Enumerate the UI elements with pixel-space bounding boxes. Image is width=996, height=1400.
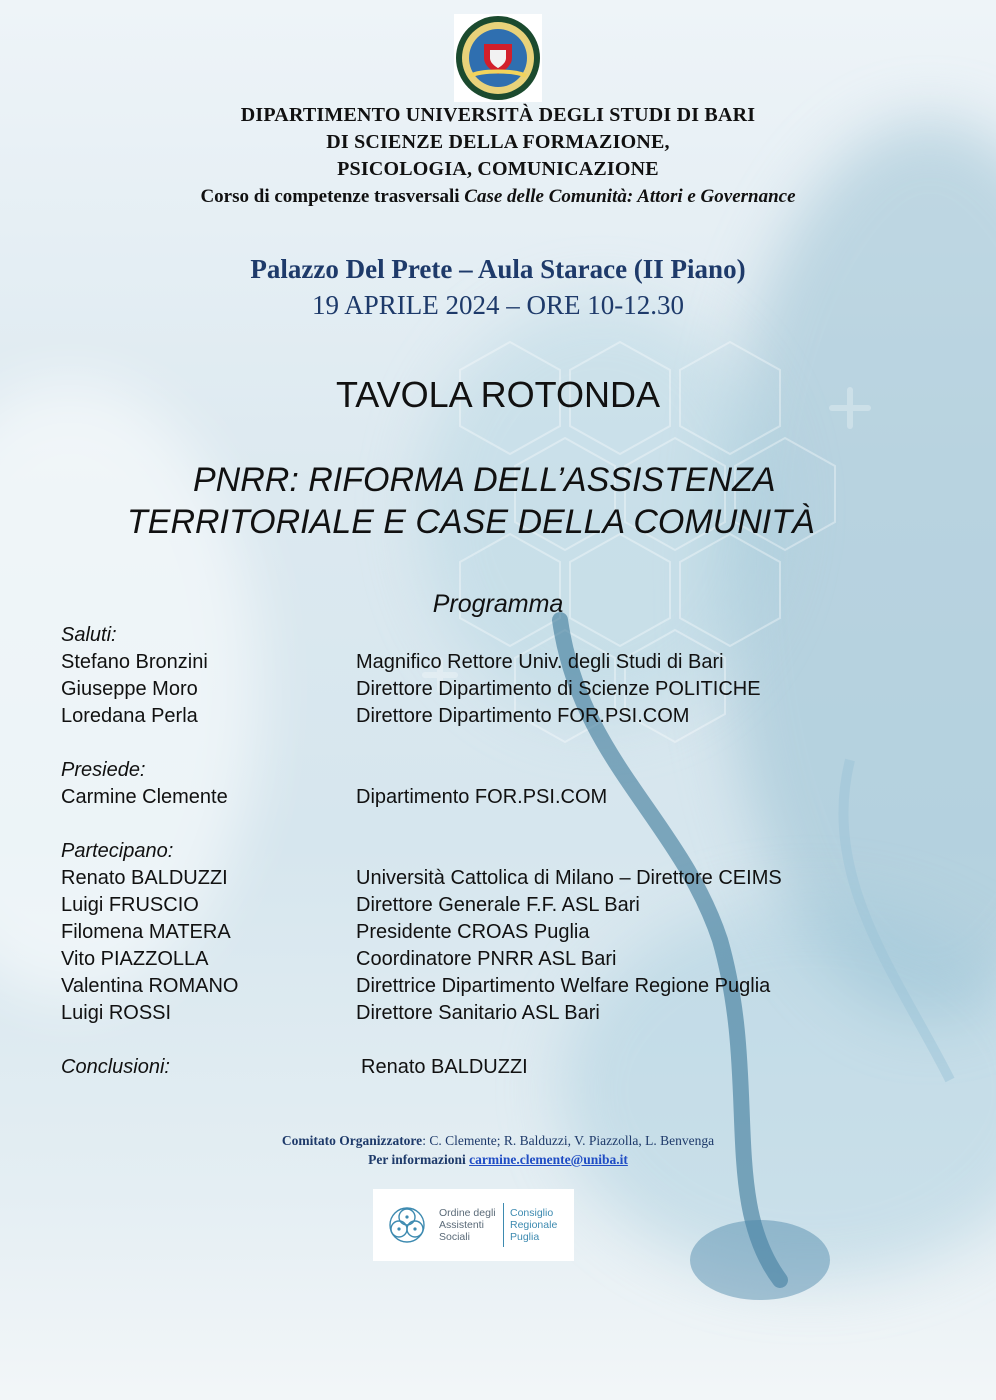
saluti-label: Saluti: <box>61 624 117 646</box>
logo-right-line-3: Puglia <box>510 1231 540 1243</box>
conclusioni-name: Renato BALDUZZI <box>361 1056 528 1078</box>
speaker-role: Direttore Dipartimento di Scienze POLITICHE <box>356 678 761 700</box>
chair-role: Dipartimento FOR.PSI.COM <box>356 786 608 808</box>
speaker-role: Direttore Dipartimento FOR.PSI.COM <box>356 705 690 727</box>
logo-line-1: Ordine degli <box>439 1207 496 1219</box>
university-seal-logo <box>454 14 542 102</box>
email-link[interactable]: carmine.clemente@uniba.it <box>469 1152 628 1167</box>
event-type: TAVOLA ROTONDA <box>335 374 661 415</box>
logo-right-line-2: Regionale <box>510 1219 558 1231</box>
logo-line-3: Sociali <box>439 1231 470 1243</box>
course-line <box>0 186 996 208</box>
event-date: 19 APRILE 2024 – ORE 10-12.30 <box>311 290 684 320</box>
social-workers-emblem-icon <box>385 1203 429 1247</box>
ordine-assistenti-sociali-logo <box>373 1189 574 1261</box>
logo-line-2: Assistenti <box>439 1219 484 1231</box>
event-title-line-1: PNRR: RIFORMA DELL’ASSISTENZA <box>193 461 776 499</box>
committee-label: Comitato Organizzatore <box>281 1133 423 1148</box>
program-heading: Programma <box>432 590 564 618</box>
course-title: Case delle Comunità: Attori e Governance <box>464 186 796 207</box>
participant-name: Renato BALDUZZI <box>61 867 228 889</box>
presiede-label: Presiede: <box>61 759 146 781</box>
speaker-name: Giuseppe Moro <box>61 678 198 700</box>
participant-name: Luigi ROSSI <box>61 1002 172 1024</box>
participant-role: Direttrice Dipartimento Welfare Regione Puglia <box>356 975 771 997</box>
department-line-2: DI SCIENZE DELLA FORMAZIONE, <box>326 131 670 153</box>
speaker-name: Stefano Bronzini <box>61 651 208 673</box>
committee-members: : C. Clemente; R. Balduzzi, V. Piazzolla, L. Benvenga <box>422 1133 715 1148</box>
participant-name: Luigi FRUSCIO <box>61 894 199 916</box>
chair-name: Carmine Clemente <box>61 786 228 808</box>
logo-text-left <box>439 1207 496 1243</box>
event-title-line-2: TERRITORIALE E CASE DELLA COMUNITÀ <box>127 503 815 541</box>
department-line-1: DIPARTIMENTO UNIVERSITÀ DEGLI STUDI DI BARI <box>240 104 756 126</box>
participant-role: Direttore Generale F.F. ASL Bari <box>356 894 640 916</box>
partecipano-label: Partecipano: <box>61 840 174 862</box>
conclusioni-label: Conclusioni: <box>61 1056 170 1078</box>
logo-right-line-1: Consiglio <box>510 1207 554 1219</box>
organizing-committee <box>0 1133 996 1149</box>
participant-name: Vito PIAZZOLLA <box>61 948 209 970</box>
department-line-3: PSICOLOGIA, COMUNICAZIONE <box>337 158 659 180</box>
speaker-role: Magnifico Rettore Univ. degli Studi di Bari <box>356 651 724 673</box>
speaker-name: Loredana Perla <box>61 705 198 727</box>
participant-name: Filomena MATERA <box>61 921 231 943</box>
participant-role: Presidente CROAS Puglia <box>356 921 590 943</box>
event-venue: Palazzo Del Prete – Aula Starace (II Piano) <box>250 254 746 284</box>
participant-role: Coordinatore PNRR ASL Bari <box>356 948 617 970</box>
info-label: Per informazioni <box>368 1152 466 1167</box>
participant-role: Università Cattolica di Milano – Direttore CEIMS <box>356 867 782 889</box>
participant-name: Valentina ROMANO <box>61 975 239 997</box>
course-prefix: Corso di competenze trasversali <box>200 186 460 207</box>
logo-text-right <box>510 1207 557 1243</box>
participant-role: Direttore Sanitario ASL Bari <box>356 1002 600 1024</box>
info-line <box>0 1152 996 1168</box>
logo-divider <box>503 1203 504 1247</box>
